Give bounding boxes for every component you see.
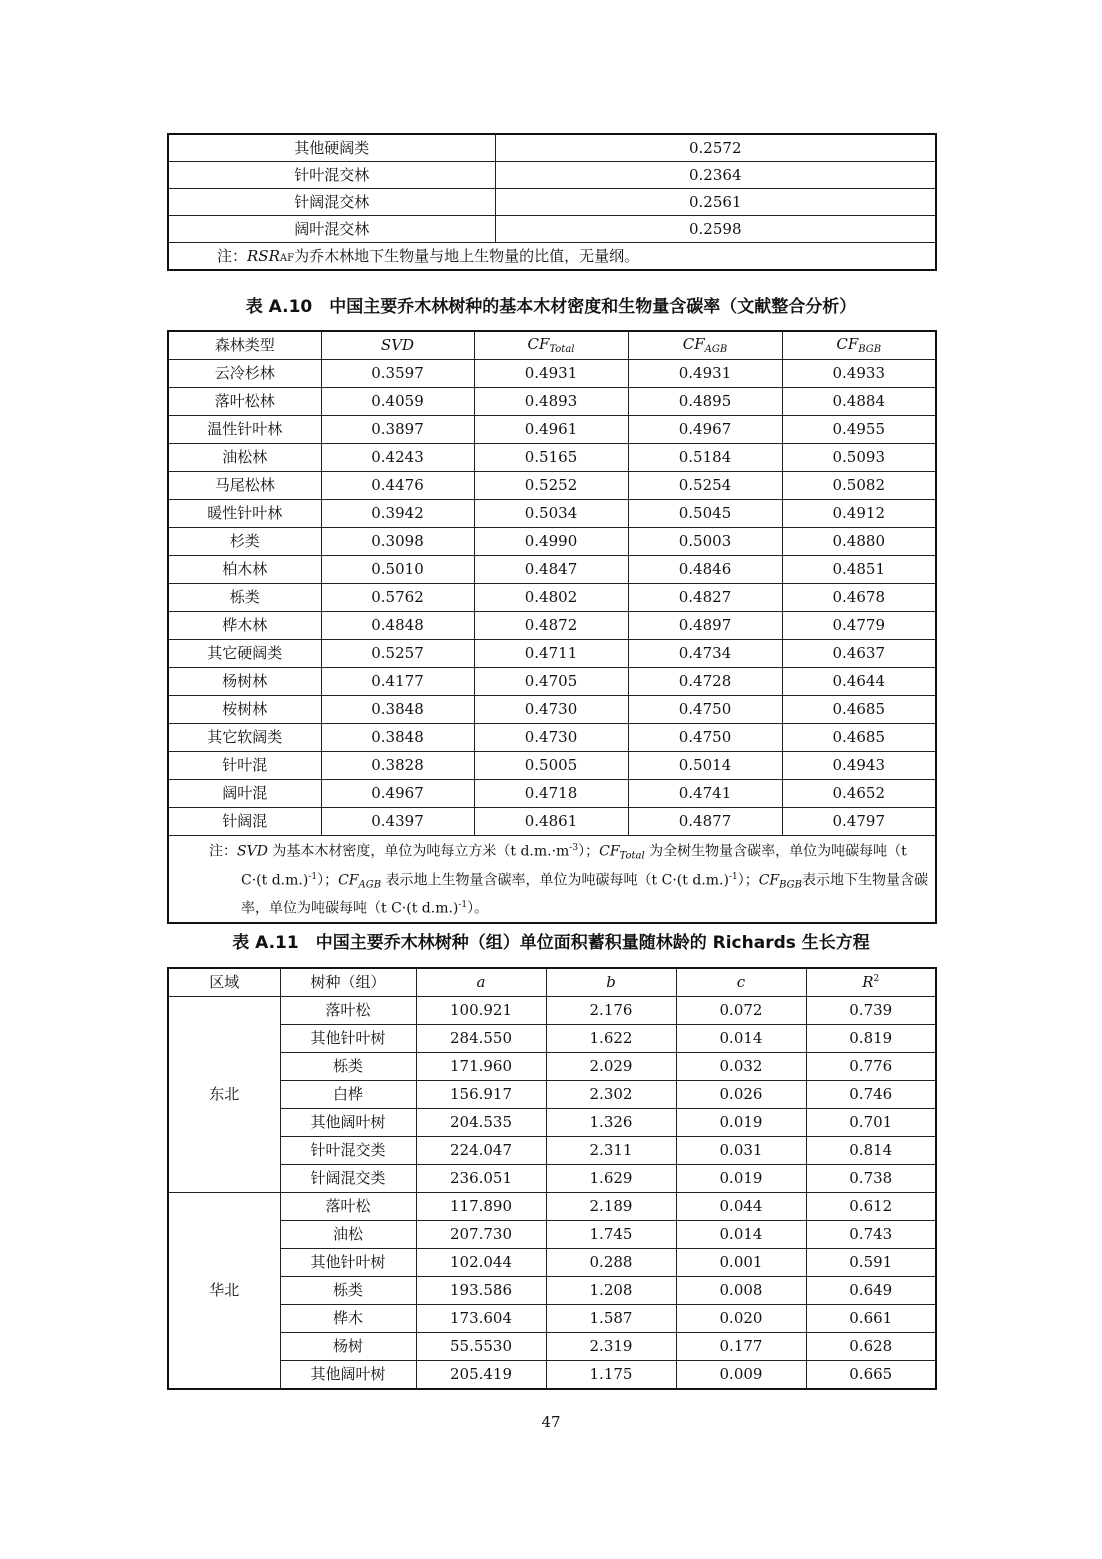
note-text: 为乔木林地下生物量与地上生物量的比值，无量纲。 <box>294 246 640 265</box>
b-cell: 2.176 <box>546 997 676 1025</box>
cf-total-cell: 0.4893 <box>474 388 628 416</box>
note-variable-sub: AF <box>279 252 295 264</box>
cf-bgb-cell: 0.4678 <box>782 584 936 612</box>
r2-cell: 0.665 <box>806 1361 936 1390</box>
table-header <box>168 968 936 997</box>
cf-total-cell: 0.5005 <box>474 752 628 780</box>
c-cell: 0.020 <box>676 1305 806 1333</box>
cf-agb-cell: 0.4931 <box>628 360 782 388</box>
cf-bgb-cell: 0.4685 <box>782 724 936 752</box>
forest-type-cell: 杨树林 <box>168 668 321 696</box>
c-cell: 0.014 <box>676 1221 806 1249</box>
header-svd: SVD <box>321 331 474 360</box>
cf-agb-cell: 0.4897 <box>628 612 782 640</box>
cf-total-cell: 0.4730 <box>474 696 628 724</box>
species-cell: 栎类 <box>280 1053 416 1081</box>
c-cell: 0.031 <box>676 1137 806 1165</box>
a-cell: 171.960 <box>416 1053 546 1081</box>
forest-type-cell: 落叶松林 <box>168 388 321 416</box>
table-row <box>168 1137 936 1165</box>
b-cell: 2.311 <box>546 1137 676 1165</box>
forest-type-cell: 桦木林 <box>168 612 321 640</box>
note-prefix: 注： <box>217 246 248 265</box>
cf-total-cell: 0.4705 <box>474 668 628 696</box>
a-cell: 224.047 <box>416 1137 546 1165</box>
cf-total-cell: 0.4730 <box>474 724 628 752</box>
cf-agb-cell: 0.4734 <box>628 640 782 668</box>
c-cell: 0.019 <box>676 1165 806 1193</box>
c-cell: 0.014 <box>676 1025 806 1053</box>
species-cell: 其他阔叶树 <box>280 1361 416 1390</box>
table-row <box>168 780 936 808</box>
cf-total-cell: 0.4861 <box>474 808 628 836</box>
c-cell: 0.072 <box>676 997 806 1025</box>
cf-agb-cell: 0.5014 <box>628 752 782 780</box>
b-cell: 1.629 <box>546 1165 676 1193</box>
page-number: 47 <box>541 1413 561 1431</box>
header-region: 区域 <box>168 968 280 997</box>
table-a11-caption: 表 A.11 中国主要乔木林树种（组）单位面积蓄积量随林龄的 Richards 生长方程 <box>232 933 870 953</box>
r2-cell: 0.776 <box>806 1053 936 1081</box>
r2-cell: 0.738 <box>806 1165 936 1193</box>
table-row <box>168 134 936 162</box>
forest-type-cell: 栎类 <box>168 584 321 612</box>
c-cell: 0.032 <box>676 1053 806 1081</box>
forest-type-cell: 暖性针叶林 <box>168 500 321 528</box>
cf-bgb-cell: 0.4685 <box>782 696 936 724</box>
forest-type-cell: 桉树林 <box>168 696 321 724</box>
table-a10 <box>167 330 937 924</box>
cf-total-cell: 0.4718 <box>474 780 628 808</box>
b-cell: 1.587 <box>546 1305 676 1333</box>
cf-bgb-cell: 0.4943 <box>782 752 936 780</box>
table-row <box>168 1025 936 1053</box>
header-cf-bgb: $CF_{BGB}$ <box>782 331 936 360</box>
b-cell: 2.302 <box>546 1081 676 1109</box>
cf-total-cell: 0.5165 <box>474 444 628 472</box>
a-cell: 117.890 <box>416 1193 546 1221</box>
svd-cell: 0.4243 <box>321 444 474 472</box>
header-r2: $R^2$ <box>806 968 936 997</box>
table-row <box>168 997 936 1025</box>
c-cell: 0.009 <box>676 1361 806 1390</box>
r2-cell: 0.701 <box>806 1109 936 1137</box>
cf-total-cell: 0.4961 <box>474 416 628 444</box>
svd-cell: 0.5762 <box>321 584 474 612</box>
forest-type-cell: 阔叶混 <box>168 780 321 808</box>
table-row <box>168 216 936 243</box>
svd-cell: 0.4967 <box>321 780 474 808</box>
cf-bgb-cell: 0.4644 <box>782 668 936 696</box>
table-row <box>168 189 936 216</box>
value-cell: 0.2561 <box>495 189 936 216</box>
b-cell: 1.175 <box>546 1361 676 1390</box>
forest-type-cell: 其他硬阔类 <box>168 134 495 162</box>
cf-agb-cell: 0.4967 <box>628 416 782 444</box>
svd-cell: 0.4059 <box>321 388 474 416</box>
table-row <box>168 1165 936 1193</box>
table-note <box>168 243 936 271</box>
table-a10-caption: 表 A.10 中国主要乔木林树种的基本木材密度和生物量含碳率（文献整合分析） <box>245 297 857 317</box>
forest-type-cell: 云冷杉林 <box>168 360 321 388</box>
table-row <box>168 444 936 472</box>
svd-cell: 0.3597 <box>321 360 474 388</box>
region-cell: 华北 <box>168 1193 280 1390</box>
cf-agb-cell: 0.4750 <box>628 724 782 752</box>
cf-bgb-cell: 0.4779 <box>782 612 936 640</box>
svd-cell: 0.3848 <box>321 724 474 752</box>
table-row <box>168 556 936 584</box>
value-cell: 0.2598 <box>495 216 936 243</box>
table-row <box>168 1193 936 1221</box>
cf-bgb-cell: 0.5082 <box>782 472 936 500</box>
cf-bgb-cell: 0.4851 <box>782 556 936 584</box>
table-row <box>168 388 936 416</box>
b-cell: 0.288 <box>546 1249 676 1277</box>
r2-cell: 0.649 <box>806 1277 936 1305</box>
r2-cell: 0.819 <box>806 1025 936 1053</box>
a-cell: 100.921 <box>416 997 546 1025</box>
species-cell: 落叶松 <box>280 997 416 1025</box>
table-row <box>168 1361 936 1390</box>
cf-bgb-cell: 0.5093 <box>782 444 936 472</box>
r2-cell: 0.739 <box>806 997 936 1025</box>
table-row <box>168 752 936 780</box>
a-cell: 102.044 <box>416 1249 546 1277</box>
cf-total-cell: 0.4847 <box>474 556 628 584</box>
cf-total-cell: 0.4990 <box>474 528 628 556</box>
table-row <box>168 528 936 556</box>
forest-type-cell: 柏木林 <box>168 556 321 584</box>
c-cell: 0.026 <box>676 1081 806 1109</box>
forest-type-cell: 其它硬阔类 <box>168 640 321 668</box>
cf-bgb-cell: 0.4652 <box>782 780 936 808</box>
table-row <box>168 584 936 612</box>
header-c: c <box>676 968 806 997</box>
a-cell: 55.5530 <box>416 1333 546 1361</box>
a-cell: 207.730 <box>416 1221 546 1249</box>
cf-total-cell: 0.4711 <box>474 640 628 668</box>
r2-cell: 0.743 <box>806 1221 936 1249</box>
cf-total-cell: 0.5034 <box>474 500 628 528</box>
species-cell: 白桦 <box>280 1081 416 1109</box>
species-cell: 其他阔叶树 <box>280 1109 416 1137</box>
cf-agb-cell: 0.4827 <box>628 584 782 612</box>
cf-bgb-cell: 0.4884 <box>782 388 936 416</box>
region-cell: 东北 <box>168 997 280 1193</box>
cf-agb-cell: 0.4895 <box>628 388 782 416</box>
cf-agb-cell: 0.4741 <box>628 780 782 808</box>
value-cell: 0.2572 <box>495 134 936 162</box>
table-note: 注：SVD 为基本木材密度，单位为吨每立方米（t $d.m.\cdot m^{-3}$）；$CF_{Total}$ 为全树生物量含碳率，单位为吨碳每吨（t C·(t d.m.)$^{-1}$）；$CF_{AGB}$ 表示地上生物量含碳率，单位为吨碳每吨（t C·(t d.m.)$^{-1}$）；$CF_{BGB}$表示地下生物量含碳率，单位为吨碳每吨（t C·(t d.m.)$^{-1}$）。 <box>168 836 936 923</box>
forest-type-cell: 针叶混 <box>168 752 321 780</box>
c-cell: 0.019 <box>676 1109 806 1137</box>
svd-cell: 0.3897 <box>321 416 474 444</box>
forest-type-cell: 马尾松林 <box>168 472 321 500</box>
species-cell: 杨树 <box>280 1333 416 1361</box>
table-row <box>168 1109 936 1137</box>
r2-cell: 0.814 <box>806 1137 936 1165</box>
cf-agb-cell: 0.5003 <box>628 528 782 556</box>
header-a: a <box>416 968 546 997</box>
table-row <box>168 808 936 836</box>
b-cell: 2.189 <box>546 1193 676 1221</box>
c-cell: 0.044 <box>676 1193 806 1221</box>
table-row <box>168 1305 936 1333</box>
cf-bgb-cell: 0.4637 <box>782 640 936 668</box>
cf-agb-cell: 0.4846 <box>628 556 782 584</box>
forest-type-cell: 阔叶混交林 <box>168 216 495 243</box>
forest-type-cell: 针阔混 <box>168 808 321 836</box>
b-cell: 2.029 <box>546 1053 676 1081</box>
forest-type-cell: 杉类 <box>168 528 321 556</box>
cf-total-cell: 0.4802 <box>474 584 628 612</box>
cf-bgb-cell: 0.4933 <box>782 360 936 388</box>
forest-type-cell: 油松林 <box>168 444 321 472</box>
svd-cell: 0.5010 <box>321 556 474 584</box>
species-cell: 栎类 <box>280 1277 416 1305</box>
r2-cell: 0.746 <box>806 1081 936 1109</box>
table-row <box>168 640 936 668</box>
cf-agb-cell: 0.5045 <box>628 500 782 528</box>
a-cell: 284.550 <box>416 1025 546 1053</box>
table-row <box>168 1221 936 1249</box>
table-row <box>168 668 936 696</box>
c-cell: 0.008 <box>676 1277 806 1305</box>
a-cell: 205.419 <box>416 1361 546 1390</box>
b-cell: 1.326 <box>546 1109 676 1137</box>
table-header <box>168 331 936 360</box>
r2-cell: 0.612 <box>806 1193 936 1221</box>
svd-cell: 0.3098 <box>321 528 474 556</box>
a-cell: 156.917 <box>416 1081 546 1109</box>
svd-cell: 0.3942 <box>321 500 474 528</box>
c-cell: 0.001 <box>676 1249 806 1277</box>
header-cf-total: $CF_{Total}$ <box>474 331 628 360</box>
cf-bgb-cell: 0.4955 <box>782 416 936 444</box>
table-row <box>168 1249 936 1277</box>
species-cell: 针阔混交类 <box>280 1165 416 1193</box>
svd-cell: 0.5257 <box>321 640 474 668</box>
r2-cell: 0.591 <box>806 1249 936 1277</box>
forest-type-cell: 其它软阔类 <box>168 724 321 752</box>
table-a11 <box>167 967 937 1390</box>
table-row <box>168 1333 936 1361</box>
table-row <box>168 1081 936 1109</box>
svd-cell: 0.3828 <box>321 752 474 780</box>
table-row <box>168 500 936 528</box>
a-cell: 193.586 <box>416 1277 546 1305</box>
a-cell: 204.535 <box>416 1109 546 1137</box>
svd-cell: 0.3848 <box>321 696 474 724</box>
cf-bgb-cell: 0.4880 <box>782 528 936 556</box>
species-cell: 其他针叶树 <box>280 1249 416 1277</box>
r2-cell: 0.628 <box>806 1333 936 1361</box>
header-species: 树种（组） <box>280 968 416 997</box>
header-forest-type: 森林类型 <box>168 331 321 360</box>
b-cell: 1.745 <box>546 1221 676 1249</box>
header-cf-agb: $CF_{AGB}$ <box>628 331 782 360</box>
species-cell: 桦木 <box>280 1305 416 1333</box>
b-cell: 1.208 <box>546 1277 676 1305</box>
table-row <box>168 696 936 724</box>
svd-cell: 0.4848 <box>321 612 474 640</box>
cf-agb-cell: 0.4877 <box>628 808 782 836</box>
table-row <box>168 724 936 752</box>
cf-agb-cell: 0.4728 <box>628 668 782 696</box>
b-cell: 2.319 <box>546 1333 676 1361</box>
species-cell: 针叶混交类 <box>280 1137 416 1165</box>
table-row <box>168 472 936 500</box>
cf-total-cell: 0.4872 <box>474 612 628 640</box>
species-cell: 落叶松 <box>280 1193 416 1221</box>
a-cell: 236.051 <box>416 1165 546 1193</box>
table-row <box>168 1277 936 1305</box>
species-cell: 油松 <box>280 1221 416 1249</box>
svd-cell: 0.4177 <box>321 668 474 696</box>
species-cell: 其他针叶树 <box>280 1025 416 1053</box>
table-row <box>168 416 936 444</box>
header-b: b <box>546 968 676 997</box>
b-cell: 1.622 <box>546 1025 676 1053</box>
c-cell: 0.177 <box>676 1333 806 1361</box>
svd-cell: 0.4476 <box>321 472 474 500</box>
r2-cell: 0.661 <box>806 1305 936 1333</box>
cf-agb-cell: 0.5184 <box>628 444 782 472</box>
table-row <box>168 162 936 189</box>
value-cell: 0.2364 <box>495 162 936 189</box>
forest-type-cell: 温性针叶林 <box>168 416 321 444</box>
note-variable: RSR <box>247 246 280 265</box>
a-cell: 173.604 <box>416 1305 546 1333</box>
cf-total-cell: 0.4931 <box>474 360 628 388</box>
table-a9-tail <box>167 133 937 271</box>
cf-bgb-cell: 0.4912 <box>782 500 936 528</box>
cf-bgb-cell: 0.4797 <box>782 808 936 836</box>
table-row <box>168 1053 936 1081</box>
cf-agb-cell: 0.4750 <box>628 696 782 724</box>
table-row <box>168 360 936 388</box>
cf-agb-cell: 0.5254 <box>628 472 782 500</box>
forest-type-cell: 针叶混交林 <box>168 162 495 189</box>
forest-type-cell: 针阔混交林 <box>168 189 495 216</box>
svd-cell: 0.4397 <box>321 808 474 836</box>
cf-total-cell: 0.5252 <box>474 472 628 500</box>
table-row <box>168 612 936 640</box>
